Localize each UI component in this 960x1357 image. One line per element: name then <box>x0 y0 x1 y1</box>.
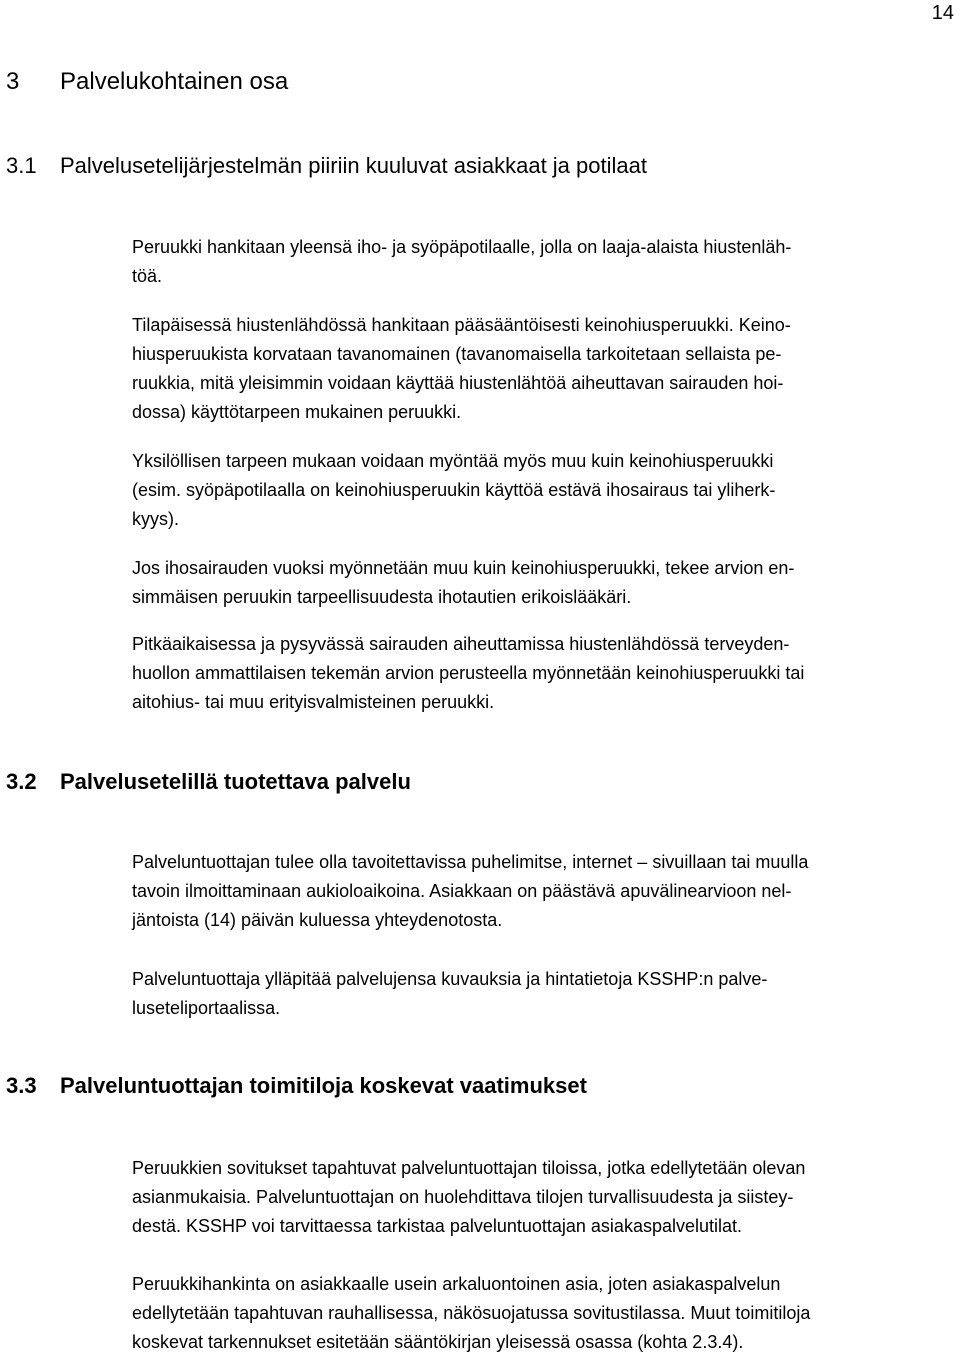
text-line: Peruukkien sovitukset tapahtuvat palveluntuottajan tiloissa, jotka edellytetään olevan <box>132 1158 806 1178</box>
paragraph-3 <box>132 447 958 534</box>
text-line: luseteliportaalissa. <box>132 998 281 1018</box>
subsection-number: 3.3 <box>6 1073 37 1098</box>
text-line: Palveluntuottajan tulee olla tavoitettavissa puhelimitse, internet – sivuillaan tai muulla <box>132 852 809 872</box>
text-line: Pitkäaikaisessa ja pysyvässä sairauden aiheuttamissa hiustenlähdössä terveyden- <box>132 634 790 654</box>
text-line: destä. KSSHP voi tarvittaessa tarkistaa palveluntuottajan asiakaspalvelutilat. <box>132 1216 743 1236</box>
text-line: asianmukaisia. Palveluntuottajan on huolehdittava tilojen turvallisuudesta ja siistey- <box>132 1187 794 1207</box>
subsection-heading-3-1 <box>6 153 647 179</box>
text-line: simmäisen peruukin tarpeellisuudesta ihotautien erikoislääkäri. <box>132 587 632 607</box>
text-line: hiusperuukista korvataan tavanomainen (tavanomaisella tarkoitetaan sellaista pe- <box>132 344 782 364</box>
text-line: aitohius- tai muu erityisvalmisteinen peruukki. <box>132 692 495 712</box>
text-line: huollon ammattilaisen tekemän arvion perusteella myönnetään keinohiusperuukki tai <box>132 663 805 683</box>
text-line: Palveluntuottaja ylläpitää palvelujensa kuvauksia ja hintatietoja KSSHP:n palve- <box>132 969 768 989</box>
text-line: Peruukkihankinta on asiakkaalle usein arkaluontoinen asia, joten asiakaspalvelun <box>132 1274 781 1294</box>
text-line: edellytetään tapahtuvan rauhallisessa, näkösuojatussa sovitustilassa. Muut toimitiloja <box>132 1303 811 1323</box>
paragraph-8 <box>132 1154 958 1241</box>
text-line: koskevat tarkennukset esitetään sääntökirjan yleisessä osassa (kohta 2.3.4). <box>132 1332 744 1352</box>
text-line: tavoin ilmoittaminaan aukioloaikoina. Asiakkaan on päästävä apuvälinearvioon nel- <box>132 881 792 901</box>
text-line: dossa) käyttötarpeen mukainen peruukki. <box>132 402 462 422</box>
paragraph-5 <box>132 630 958 717</box>
subsection-title: Palvelusetelijärjestelmän piiriin kuuluvat asiakkaat ja potilaat <box>60 153 647 178</box>
text-line: Yksilöllisen tarpeen mukaan voidaan myöntää myös muu kuin keinohiusperuukki <box>132 451 774 471</box>
text-line: Jos ihosairauden vuoksi myönnetään muu kuin keinohiusperuukki, tekee arvion en- <box>132 558 795 578</box>
subsection-title: Palvelusetelillä tuotettava palvelu <box>60 769 411 794</box>
subsection-title: Palveluntuottajan toimitiloja koskevat vaatimukset <box>60 1073 587 1098</box>
paragraph-7 <box>132 965 958 1023</box>
text-line: töä. <box>132 266 163 286</box>
paragraph-1 <box>132 233 958 291</box>
subsection-heading-3-2 <box>6 769 411 795</box>
page-number: 14 <box>931 2 954 24</box>
subsection-heading-3-3 <box>6 1073 587 1099</box>
paragraph-9 <box>132 1270 958 1357</box>
section-number: 3 <box>6 68 20 95</box>
text-line: Peruukki hankitaan yleensä iho- ja syöpäpotilaalle, jolla on laaja-alaista hiustenläh- <box>132 237 792 257</box>
text-line: ruukkia, mitä yleisimmin voidaan käyttää hiustenlähtöä aiheuttavan sairauden hoi- <box>132 373 784 393</box>
subsection-number: 3.1 <box>6 153 37 178</box>
section-title: Palvelukohtainen osa <box>60 68 289 95</box>
text-line: jäntoista (14) päivän kuluessa yhteydenotosta. <box>132 910 503 930</box>
paragraph-4 <box>132 554 958 612</box>
paragraph-2 <box>132 311 958 427</box>
text-line: kyys). <box>132 509 179 529</box>
text-line: (esim. syöpäpotilaalla on keinohiusperuukin käyttöä estävä ihosairaus tai yliherk- <box>132 480 776 500</box>
subsection-number: 3.2 <box>6 769 37 794</box>
paragraph-6 <box>132 848 958 935</box>
section-heading <box>6 68 288 96</box>
text-line: Tilapäisessä hiustenlähdössä hankitaan pääsääntöisesti keinohiusperuukki. Keino- <box>132 315 791 335</box>
